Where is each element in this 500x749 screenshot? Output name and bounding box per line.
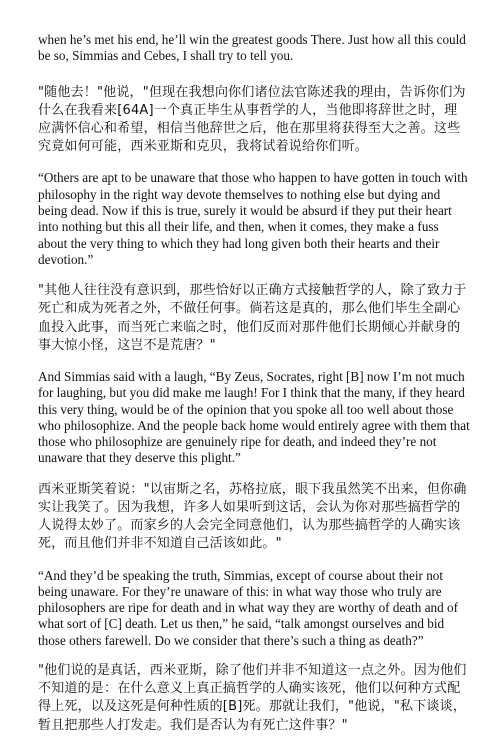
paragraph-chinese-3: 西米亚斯笑着说："以宙斯之名，苏格拉底，眼下我虽然笑不出来，但你确实让我笑了。因为我想，许多人如果听到这话，会认为你对那些搞哲学的人说得太妙了。而家乡的人会完全同意他们，认为那些搞哲学的人确实该死，而且他们并非不知道自己活该如此。" [38,481,467,552]
paragraph-english-3: And Simmias said with a laugh, “By Zeus, Socrates, right [B] now I’m not much for laughing, but you did make me laugh! For I think that the many, if they heard this very thing, would be of the opinion that you spoke all too well about those who philosophize. And the people back home would entirely agree with them that those who philosophize are genuinely ripe for death, and indeed they’re not unaware that they deserve this plight.” [38,369,470,466]
paragraph-english-1: when he’s met his end, he’ll win the greatest goods There. Just how all this could be so, Simmias and Cebes, I shall try to tell you. [38,32,466,64]
paragraph-english-4: “And they’d be speaking the truth, Simmias, except of course about their not being unaware. For they’re unaware of this: in what way those who truly are philosophers are ripe for death and in what way they are worthy of death and of what sort of [C] death. Let us then,” he said, “talk amongst ourselves and bid those others farewell. Do we consider that there’s such a thing as death?” [38,567,459,648]
paragraph-chinese-4: "他们说的是真话，西米亚斯，除了他们并非不知道这一点之外。因为他们不知道的是：在什么意义上真正搞哲学的人确实该死，他们以何种方式配得上死，以及这死是何种性质的[B]死。那就让我们，"他说，"私下谈谈，暂且把那些人打发走。我们是否认为有死亡这件事？" [38,663,467,733]
paragraph-chinese-1: "随他去！"他说，"但现在我想向你们诸位法官陈述我的理由，告诉你们为什么在我看来[64A]一个真正毕生从事哲学的人，当他即将辞世之时，理应满怀信心和希望，相信当他辞世之后，他在那里将获得至大之善。这些究竟如何可能，西米亚斯和克贝，我将试着说给你们听。 [38,84,466,155]
paragraph-english-2: “Others are apt to be unaware that those who happen to have gotten in touch with philosophy in the right way devote themselves to nothing else but dying and being dead. Now if this is true, surely it would be absurd if they put their heart into nothing but this all their life, and then, when it comes, they make a fuss about the very thing to which they had long given both their hearts and their devotion.” [38,170,468,267]
document-page [38,32,470,749]
paragraph-chinese-2: "其他人往往没有意识到，那些恰好以正确方式接触哲学的人，除了致力于死亡和成为死者之外，不做任何事。倘若这是真的，那么他们毕生全副心血投入此事，而当死亡来临之时，他们反而对那件他们长期倾心并献身的事大惊小怪，这岂不是荒唐？" [38,283,467,353]
